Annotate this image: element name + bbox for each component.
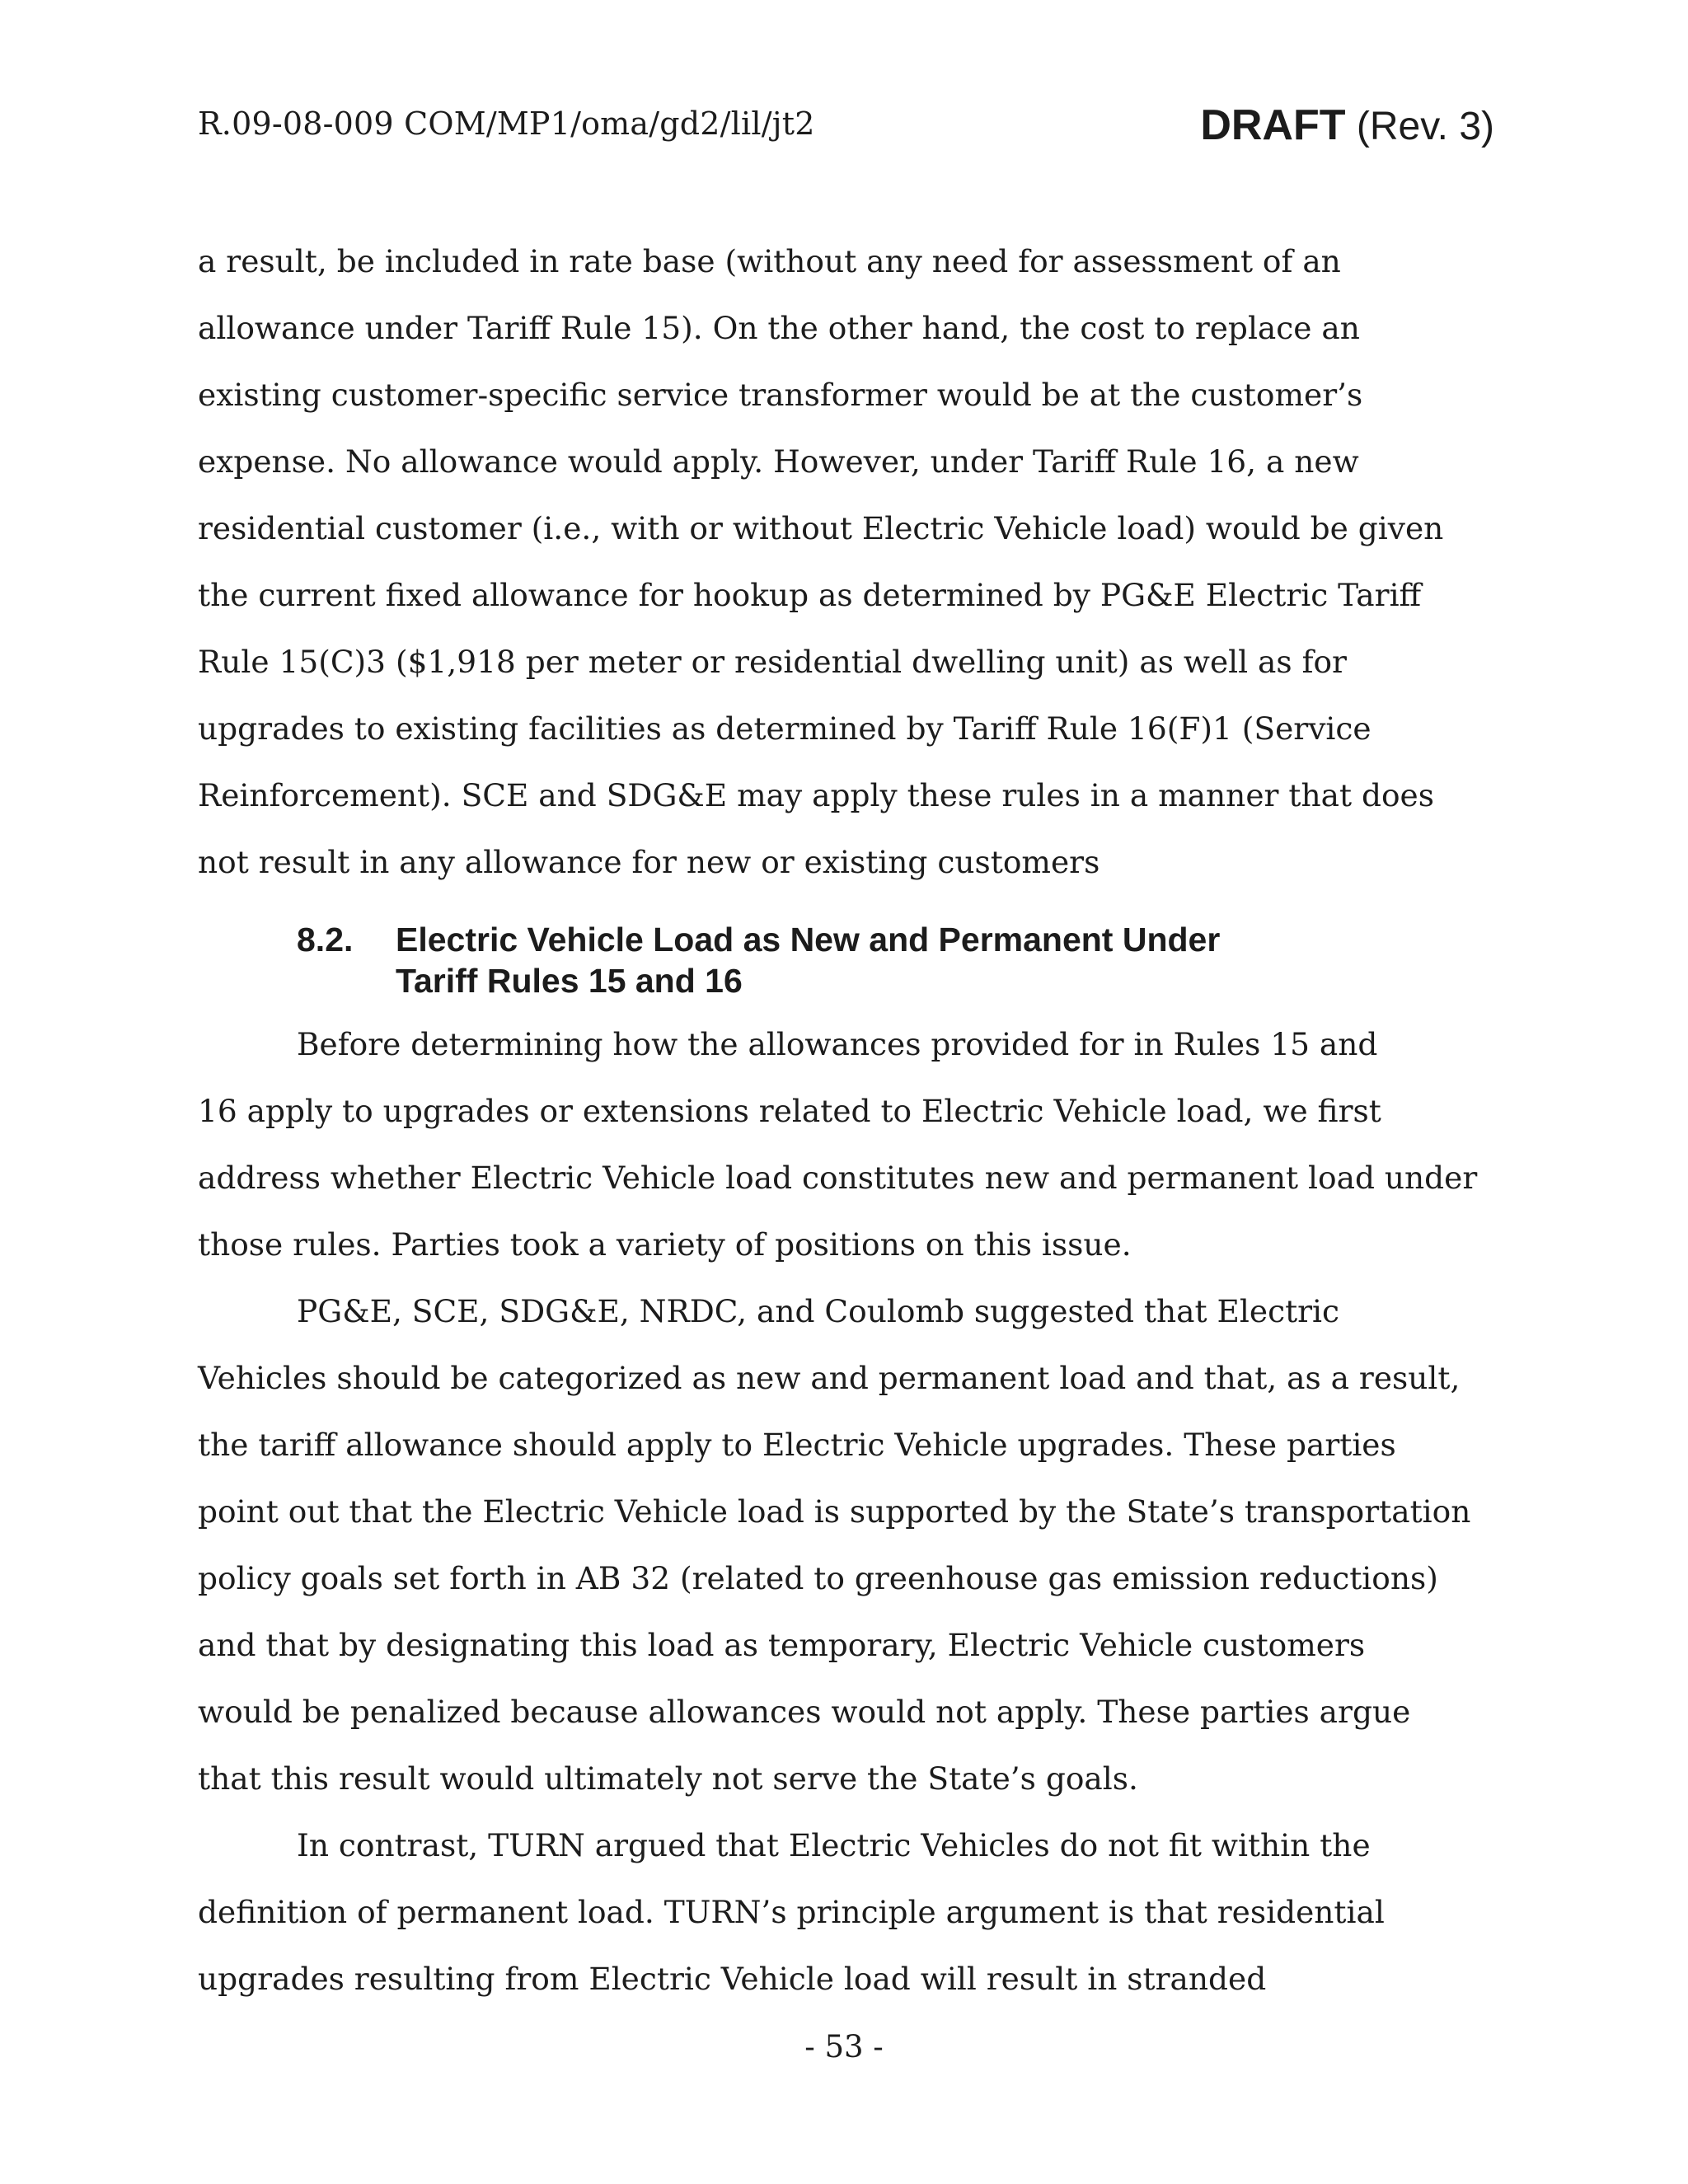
text-line: the current fixed allowance for hookup as determined by PG&E Electric Tariff [198, 577, 1422, 613]
page-number: - 53 - [804, 2029, 884, 2064]
text-line: existing customer-specific service transformer would be at the customer’s [198, 377, 1363, 413]
text-line: residential customer (i.e., with or without Electric Vehicle load) would be given [198, 510, 1444, 546]
text-line: Vehicles should be categorized as new and permanent load and that, as a result, [198, 1360, 1461, 1396]
docket-header: R.09-08-009 COM/MP1/oma/gd2/lil/jt2 [198, 105, 815, 142]
text-line: the tariff allowance should apply to Electric Vehicle upgrades. These parties [198, 1427, 1396, 1463]
draft-header [1200, 101, 1494, 150]
text-line: those rules. Parties took a variety of positions on this issue. [198, 1226, 1132, 1263]
text-line: Rule 15(C)3 ($1,918 per meter or residential dwelling unit) as well as for [198, 644, 1347, 680]
text-line: that this result would ultimately not serve the State’s goals. [198, 1760, 1138, 1797]
text-line: definition of permanent load. TURN’s principle argument is that residential [198, 1894, 1385, 1930]
text-line: and that by designating this load as temporary, Electric Vehicle customers [198, 1627, 1366, 1663]
text-line: upgrades to existing facilities as determined by Tariff Rule 16(F)1 (Service [198, 710, 1372, 747]
text-line: Reinforcement). SCE and SDG&E may apply these rules in a manner that does [198, 777, 1434, 813]
text-line: In contrast, TURN argued that Electric Vehicles do not fit within the [297, 1827, 1371, 1863]
text-line: expense. No allowance would apply. However, under Tariff Rule 16, a new [198, 443, 1359, 480]
text-line: PG&E, SCE, SDG&E, NRDC, and Coulomb suggested that Electric [297, 1293, 1340, 1329]
text-line: policy goals set forth in AB 32 (related to greenhouse gas emission reductions) [198, 1560, 1438, 1596]
text-line: allowance under Tariff Rule 15). On the other hand, the cost to replace an [198, 310, 1360, 346]
text-line: point out that the Electric Vehicle load is supported by the State’s transportation [198, 1493, 1471, 1530]
text-line: upgrades resulting from Electric Vehicle load will result in stranded [198, 1961, 1267, 1997]
section-title-line: Electric Vehicle Load as New and Permanent Under [396, 921, 1221, 958]
text-line: a result, be included in rate base (without any need for assessment of an [198, 243, 1341, 279]
section-number: 8.2. [297, 921, 354, 958]
draft-label: DRAFT [1200, 101, 1346, 149]
text-line: not result in any allowance for new or existing customers [198, 844, 1100, 880]
text-line: 16 apply to upgrades or extensions related to Electric Vehicle load, we first [198, 1093, 1381, 1129]
revision-label: (Rev. 3) [1356, 105, 1494, 148]
continuation-paragraph [198, 228, 1500, 896]
text-line: would be penalized because allowances would not apply. These parties argue [198, 1694, 1411, 1730]
text-line: Before determining how the allowances provided for in Rules 15 and [297, 1026, 1378, 1062]
section-title-line: Tariff Rules 15 and 16 [396, 962, 743, 1000]
text-line: address whether Electric Vehicle load constitutes new and permanent load under [198, 1160, 1478, 1196]
section-heading [297, 919, 1220, 1001]
section-body [198, 1011, 1500, 2013]
